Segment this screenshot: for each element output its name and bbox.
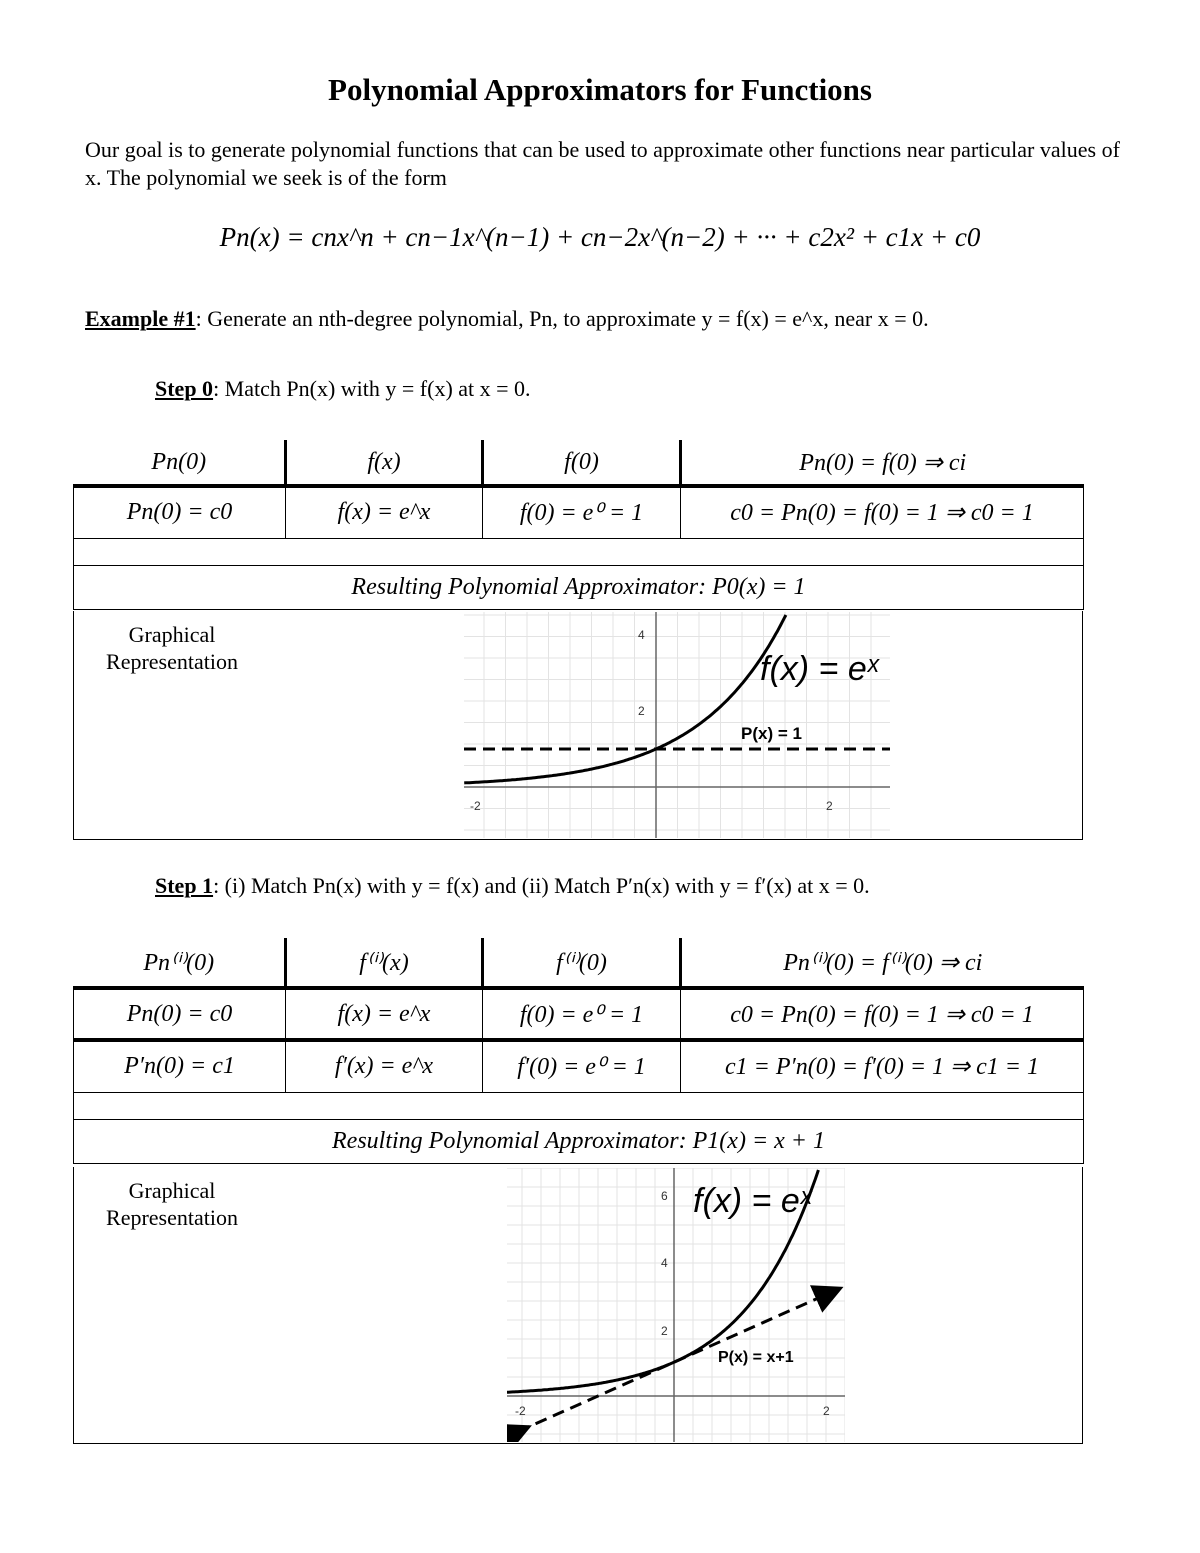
intro-paragraph: Our goal is to generate polynomial functions that can be used to approximate other functions near particular values of x. The polynomial we seek is of the form (85, 137, 1120, 190)
exp-curve (464, 615, 786, 783)
table-cell: f′(x) = e^x (286, 1040, 483, 1092)
graph-label: Graphical Representation (106, 1178, 238, 1230)
step1-heading (155, 873, 870, 899)
step1-header: Pn⁽ⁱ⁾(0) (143, 949, 215, 976)
x-tick-label: -2 (515, 1404, 526, 1418)
blank-cell (74, 1092, 1084, 1119)
step0-heading (155, 376, 531, 402)
table-cell: Pn(0) = c0 (74, 988, 286, 1040)
table-cell: f(0) = e⁰ = 1 (483, 988, 681, 1040)
table-cell: Pn(0) = c0 (74, 486, 286, 538)
table-cell: f(x) = e^x (286, 486, 483, 538)
y-tick-label: 6 (661, 1189, 668, 1203)
y-tick-label: 2 (661, 1324, 668, 1338)
general-polynomial-form: Pn(x) = cnx^n + cn−1x^(n−1) + cn−2x^(n−2) + ··· + c2x² + c1x + c0 (219, 222, 981, 252)
step0-result (74, 565, 1084, 609)
table-cell: P′n(0) = c1 (74, 1040, 286, 1092)
line-label: P(x) = x+1 (718, 1349, 794, 1366)
result-label: Resulting Polynomial Approximator: (332, 1127, 687, 1154)
x-tick-label: -2 (470, 799, 481, 813)
table-cell: f(0) = e⁰ = 1 (483, 486, 681, 538)
step1-label: Step 1 (155, 873, 214, 898)
blank-row (74, 538, 1084, 565)
table-cell: c0 = Pn(0) = f(0) = 1 ⇒ c0 = 1 (681, 486, 1084, 538)
step1-table (73, 938, 1084, 1164)
example-label: Example #1 (85, 306, 196, 331)
curve-label: f(x) = eˣ (693, 1182, 812, 1220)
step0-graph (464, 612, 890, 838)
table-cell: f(x) = e^x (286, 988, 483, 1040)
example-text: : Generate an nth-degree polynomial, Pn, to approximate y = f(x) = e^x, near x = 0. (195, 306, 929, 331)
step1-result (74, 1119, 1084, 1163)
step0-header-row (74, 440, 1084, 486)
x-tick-label: 2 (823, 1404, 830, 1418)
table-row (74, 988, 1084, 1040)
result-formula: P0(x) = 1 (712, 573, 806, 600)
table-row (74, 1040, 1084, 1092)
x-tick-label: 2 (826, 799, 833, 813)
blank-cell (74, 538, 1084, 565)
step1-text: : (i) Match Pn(x) with y = f(x) and (ii) Match P′n(x) with y = f′(x) at x = 0. (213, 873, 870, 898)
step0-header: f(x) (286, 440, 483, 486)
curve-label: f(x) = eˣ (760, 650, 879, 688)
step1-header: f⁽ⁱ⁾(0) (483, 938, 681, 988)
y-tick-label: 4 (661, 1256, 668, 1270)
step1-header: f⁽ⁱ⁾(x) (286, 938, 483, 988)
line-label: P(x) = 1 (741, 724, 802, 743)
blank-row (74, 1092, 1084, 1119)
step0-header: Pn(0) (151, 448, 207, 475)
table-cell: c1 = P′n(0) = f′(0) = 1 ⇒ c1 = 1 (681, 1040, 1084, 1092)
step0-result-row (74, 565, 1084, 609)
step0-header: f(0) (483, 440, 681, 486)
result-label: Resulting Polynomial Approximator: (351, 573, 707, 600)
graph-label: Graphical Representation (106, 622, 238, 674)
example-heading (85, 306, 929, 332)
step1-graph (507, 1168, 845, 1442)
result-formula: P1(x) = x + 1 (692, 1127, 825, 1154)
step0-header: Pn(0) = f(0) ⇒ ci (681, 440, 1084, 486)
step1-header: Pn⁽ⁱ⁾(0) = f⁽ⁱ⁾(0) ⇒ ci (681, 938, 1084, 988)
table-cell: c0 = Pn(0) = f(0) = 1 ⇒ c0 = 1 (681, 988, 1084, 1040)
table-row (74, 486, 1084, 538)
step1-header-row (74, 938, 1084, 988)
step0-table (73, 440, 1084, 610)
step1-result-row (74, 1119, 1084, 1163)
step0-label: Step 0 (155, 376, 214, 401)
y-tick-label: 2 (638, 704, 645, 718)
y-tick-label: 4 (638, 628, 645, 642)
page-title: Polynomial Approximators for Functions (328, 72, 872, 107)
table-cell: f′(0) = e⁰ = 1 (483, 1040, 681, 1092)
step0-text: : Match Pn(x) with y = f(x) at x = 0. (213, 376, 531, 401)
